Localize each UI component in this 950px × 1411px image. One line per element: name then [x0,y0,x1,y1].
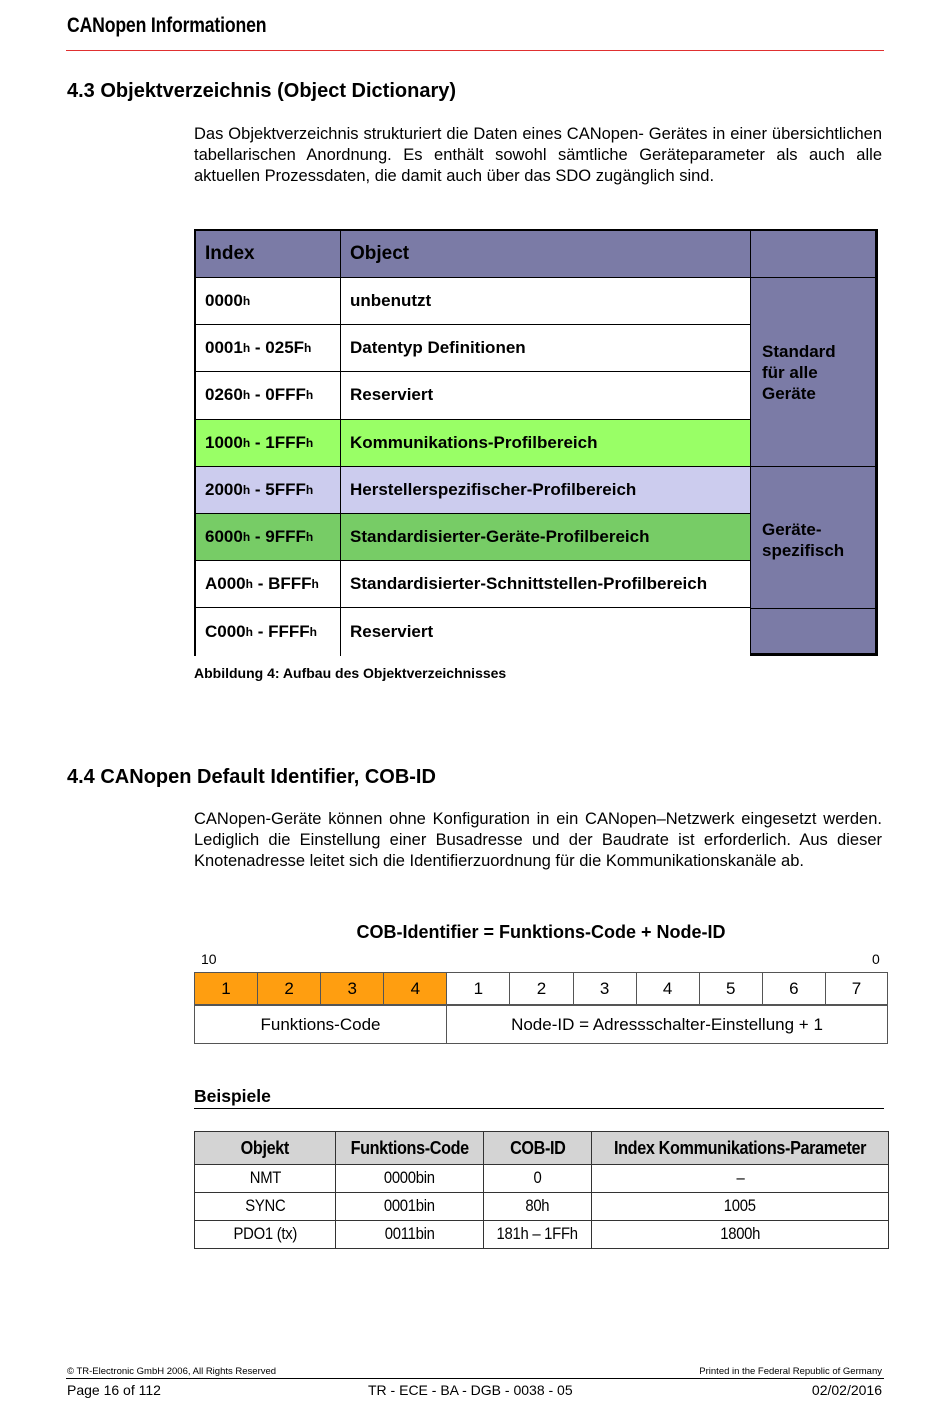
node-id-label: Node-ID = Adressschalter-Einstellung + 1 [446,1005,888,1044]
examples-header-cell: Funktions-Code [336,1132,484,1165]
table-cell: 0011bin [336,1221,484,1249]
node-id-bit: 3 [573,972,636,1005]
bit-number-low: 0 [872,951,880,967]
od-side-specific [751,467,875,609]
page-header-title: CANopen Informationen [67,14,267,37]
cob-id-bit-field [194,972,888,1044]
table-cell: 0000bin [336,1165,484,1193]
footer-copyright: © TR-Electronic GmbH 2006, All Rights Reserved [67,1366,277,1377]
examples-divider [194,1108,884,1109]
od-side-specific-line1: Geräte- [762,520,822,539]
od-side-standard [751,278,875,467]
od-index-cell: A000 h - BFFF h [196,561,341,608]
header-divider [66,50,884,51]
object-dictionary-table [194,229,878,656]
node-id-bit: 1 [446,972,509,1005]
table-cell: NMT [195,1165,336,1193]
node-id-bit: 2 [509,972,572,1005]
od-side-empty [751,609,875,653]
footer-divider [66,1378,884,1379]
table-row [195,1193,889,1221]
examples-header-row [195,1132,889,1165]
section-4-4-paragraph: CANopen-Geräte können ohne Konfiguration in ein CANopen–Netzwerk eingesetzt werden. Lediglich die Einstellung einer Busadresse und der Baudrate ist erforderlich. Aus dieser Knotenadresse leitet sich die Identifierzuordnung für die Kommunikationskanäle ab. [194,810,882,870]
od-object-cell: Datentyp Definitionen [341,325,751,372]
od-side-standard-line1: Standard [762,342,836,361]
od-header-blank [751,231,875,278]
table-cell: 181h – 1FFh [484,1221,592,1249]
table-cell: 0001bin [336,1193,484,1221]
od-index-cell: 1000 h - 1FFF h [196,420,341,467]
examples-header-cell: COB-ID [484,1132,592,1165]
copyright-icon: © [67,1366,74,1377]
od-object-cell: Standardisierter-Schnittstellen-Profilbereich [341,561,751,608]
node-id-bit: 7 [825,972,888,1005]
table-row [195,1221,889,1249]
od-index-cell: 0001 h - 025F h [196,325,341,372]
function-code-bit: 1 [194,972,257,1005]
examples-title: Beispiele [194,1086,271,1106]
node-id-bit: 5 [699,972,762,1005]
table-cell: SYNC [195,1193,336,1221]
od-header-object: Object [341,231,751,278]
table-cell: – [592,1165,889,1193]
function-code-bit: 3 [320,972,383,1005]
section-title-4-4: 4.4 CANopen Default Identifier, COB-ID [67,766,436,788]
footer-document-id: TR - ECE - BA - DGB - 0038 - 05 [368,1382,573,1398]
od-object-cell: Standardisierter-Geräte-Profilbereich [341,514,751,561]
table-cell: 0 [484,1165,592,1193]
node-id-bit: 6 [762,972,825,1005]
function-code-label: Funktions-Code [194,1005,446,1044]
table-row [195,1165,889,1193]
od-index-cell: 0260 h - 0FFF h [196,372,341,419]
od-side-standard-line3: Geräte [762,384,816,403]
section-title-4-3: 4.3 Objektverzeichnis (Object Dictionary) [67,80,457,102]
od-side-standard-line2: für alle [762,363,818,382]
examples-header-cell: Objekt [195,1132,336,1165]
bit-number-high: 10 [201,951,217,967]
od-object-cell: Herstellerspezifischer-Profilbereich [341,467,751,514]
function-code-bit: 4 [383,972,446,1005]
table-cell: 80h [484,1193,592,1221]
od-object-cell: Reserviert [341,608,751,655]
footer-printed: Printed in the Federal Republic of Germany [699,1366,882,1377]
od-object-cell: Kommunikations-Profilbereich [341,420,751,467]
table-cell: 1005 [592,1193,889,1221]
figure-caption: Abbildung 4: Aufbau des Objektverzeichnisses [194,665,507,681]
od-index-cell: 2000 h - 5FFF h [196,467,341,514]
function-code-bit: 2 [257,972,320,1005]
footer-date: 02/02/2016 [811,1382,882,1398]
od-object-cell: unbenutzt [341,278,751,325]
section-4-3-paragraph: Das Objektverzeichnis strukturiert die Daten eines CANopen- Gerätes in einer übersichtlichen tabellarischen Anordnung. Es enthält sowohl sämtliche Geräteparameter als auch alle aktuellen Prozessdaten, die damit auch über das SDO zugänglich sind. [194,125,882,185]
examples-body [195,1165,889,1249]
node-id-bit: 4 [636,972,699,1005]
examples-header-cell: Index Kommunikations-Parameter [592,1132,889,1165]
table-cell: PDO1 (tx) [195,1221,336,1249]
examples-table [194,1131,889,1249]
footer-page-number: Page 16 of 112 [67,1382,161,1398]
table-cell: 1800h [592,1221,889,1249]
od-index-cell: 6000 h - 9FFF h [196,514,341,561]
od-index-cell: C000 h - FFFF h [196,608,341,655]
od-header-index: Index [196,231,341,278]
od-index-cell: 0000 h [196,278,341,325]
od-object-cell: Reserviert [341,372,751,419]
cob-id-formula: COB-Identifier = Funktions-Code + Node-ID [356,922,726,942]
od-side-specific-line2: spezifisch [762,541,845,560]
